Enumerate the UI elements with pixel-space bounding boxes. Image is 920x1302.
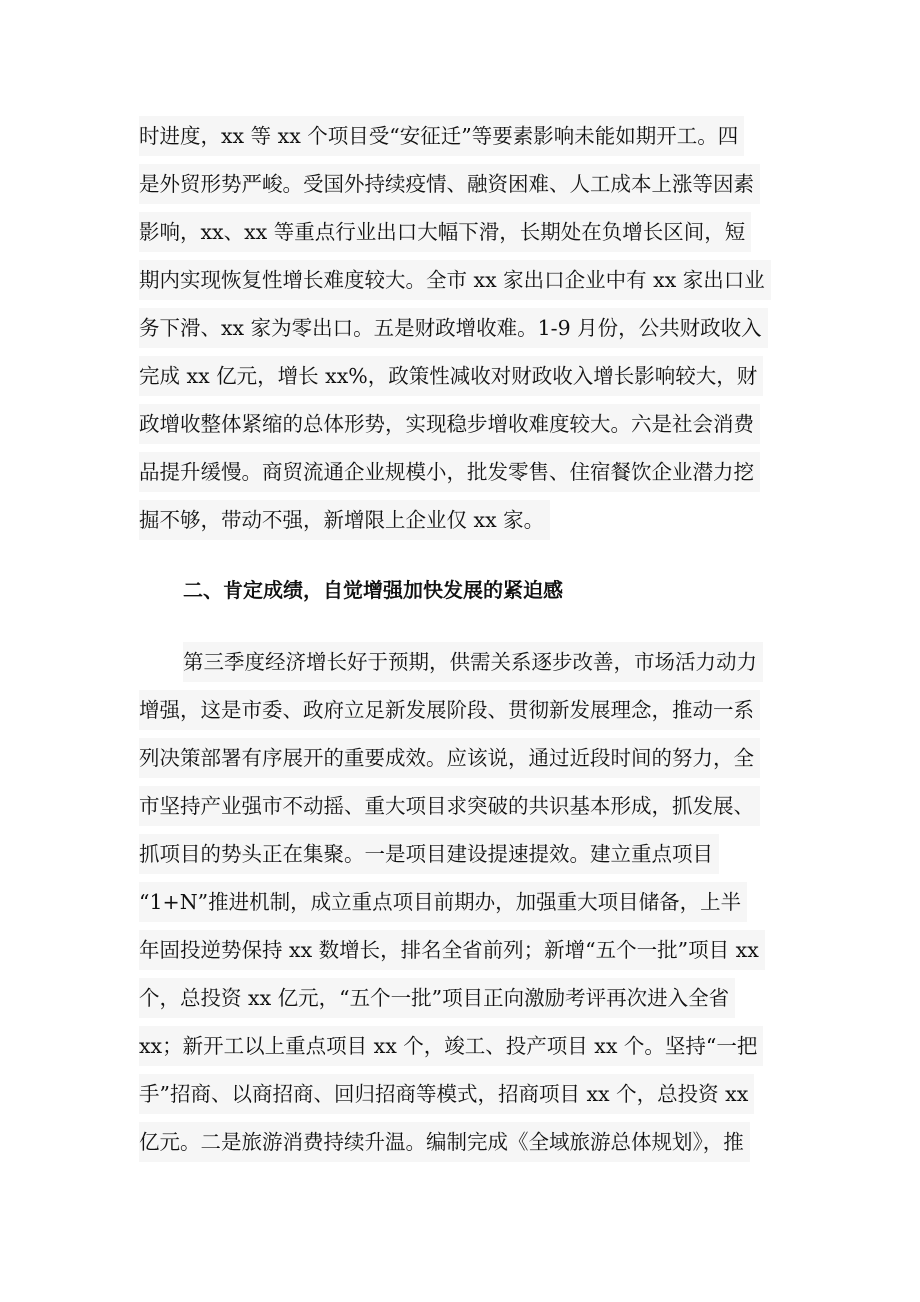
text-line: 务下滑、xx 家为零出口。五是财政增收难。1-9 月份，公共财政收入 <box>139 308 768 348</box>
text-line: 市坚持产业强市不动摇、重大项目求突破的共识基本形成，抓发展、 <box>139 786 760 826</box>
text-line: 期内实现恢复性增长难度较大。全市 xx 家出口企业中有 xx 家出口业 <box>139 260 771 300</box>
text-line: 是外贸形势严峻。受国外持续疫情、融资困难、人工成本上涨等因素 <box>139 164 760 204</box>
text-line: 手”招商、以商招商、回归招商等模式，招商项目 xx 个，总投资 xx <box>139 1074 754 1114</box>
section-heading: 二、肯定成绩，自觉增强加快发展的紧迫感 <box>183 578 563 602</box>
text-line: 列决策部署有序展开的重要成效。应该说，通过近段时间的努力，全 <box>139 738 760 778</box>
text-line: 亿元。二是旅游消费持续升温。编制完成《全域旅游总体规划》，推 <box>139 1122 750 1162</box>
text-line: 掘不够，带动不强，新增限上企业仅 xx 家。 <box>139 500 550 540</box>
text-line: 第三季度经济增长好于预期，供需关系逐步改善，市场活力动力 <box>183 642 763 682</box>
text-line: 时进度，xx 等 xx 个项目受“安征迁”等要素影响未能如期开工。四 <box>139 116 744 156</box>
text-line: 增强，这是市委、政府立足新发展阶段、贯彻新发展理念，推动一系 <box>139 690 760 730</box>
text-line: 完成 xx 亿元，增长 xx%，政策性减收对财政收入增长影响较大，财 <box>139 356 763 396</box>
text-line: xx；新开工以上重点项目 xx 个，竣工、投产项目 xx 个。坚持“一把 <box>139 1026 763 1066</box>
text-line: “1+N”推进机制，成立重点项目前期办，加强重大项目储备，上半 <box>139 882 747 922</box>
text-line: 政增收整体紧缩的总体形势，实现稳步增收难度较大。六是社会消费 <box>139 404 760 444</box>
text-line: 个，总投资 xx 亿元，“五个一批”项目正向激励考评再次进入全省 <box>139 978 735 1018</box>
text-line: 抓项目的势头正在集聚。一是项目建设提速提效。建立重点项目 <box>139 834 719 874</box>
text-line: 影响，xx、xx 等重点行业出口大幅下滑，长期处在负增长区间，短 <box>139 212 751 252</box>
text-line: 年固投逆势保持 xx 数增长，排名全省前列；新增“五个一批”项目 xx <box>139 930 765 970</box>
text-line: 品提升缓慢。商贸流通企业规模小，批发零售、住宿餐饮企业潜力挖 <box>139 452 760 492</box>
